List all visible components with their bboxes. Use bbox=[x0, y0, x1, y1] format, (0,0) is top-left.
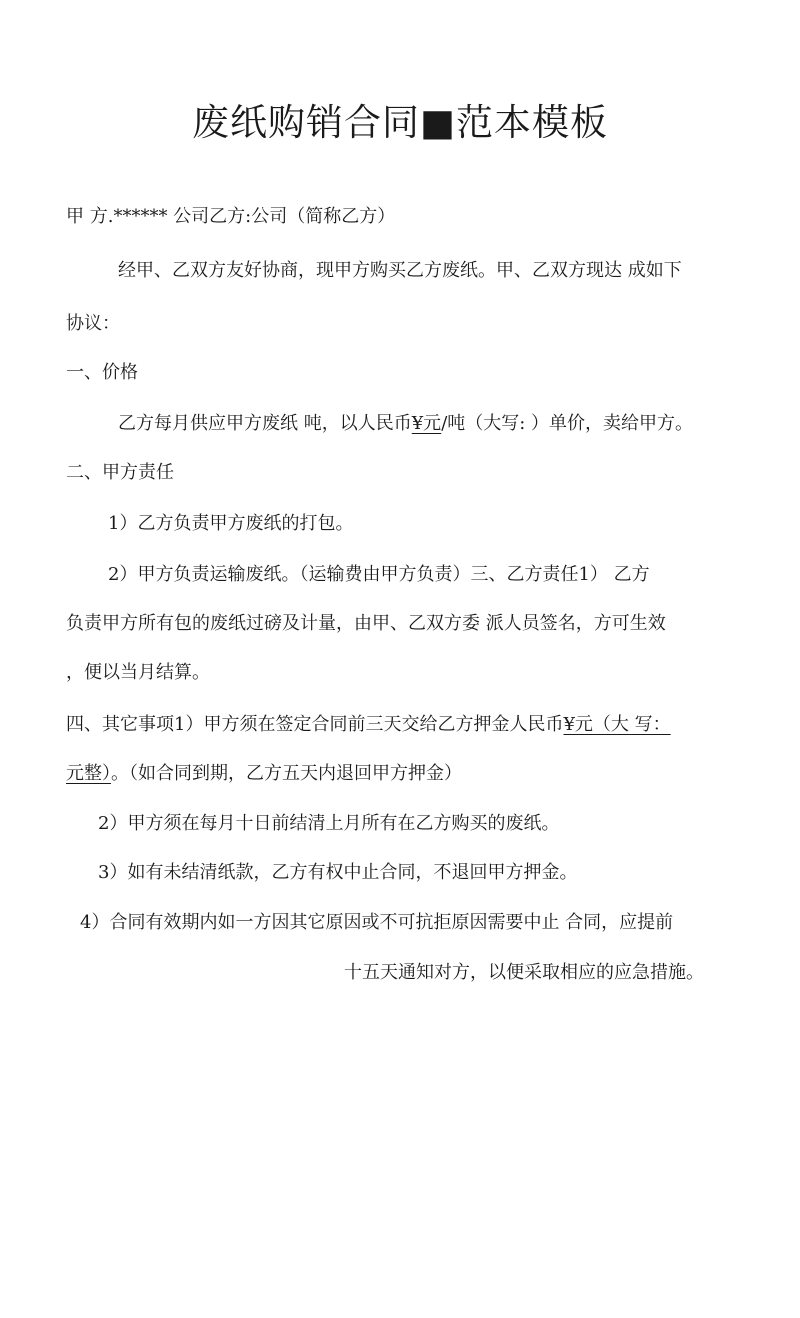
clause-4-4-cont: 十五天通知对方，以便采取相应的应急措施。 bbox=[344, 962, 704, 983]
intro-line-2: 协议： bbox=[66, 313, 120, 334]
clause-2-2: 2）甲方负责运输废纸。（运输费由甲方负责）三、乙方责任1） 乙方 bbox=[108, 564, 650, 585]
section-other-line-2 bbox=[66, 761, 462, 787]
section-party-a-heading: 二、甲方责任 bbox=[66, 462, 174, 483]
price-clause-text: 乙方每月供应甲方废纸 吨，以人民币 bbox=[118, 413, 412, 434]
clause-4-2: 2）甲方须在每月十日前结清上月所有在乙方购买的废纸。 bbox=[98, 813, 560, 834]
section-other-line bbox=[66, 712, 671, 738]
price-clause bbox=[118, 411, 693, 437]
section-price-heading: 一、价格 bbox=[66, 362, 138, 383]
section-other-text: 四、其它事项1）甲方须在签定合同前三天交给乙方押金人民币 bbox=[66, 714, 564, 735]
clause-3-cont-2: ，便以当月结算。 bbox=[66, 662, 210, 683]
document-title: 废纸购销合同■范本模板 bbox=[192, 101, 608, 144]
clause-3-cont-1: 负责甲方所有包的废纸过磅及计量，由甲、乙双方委 派人员签名，方可生效 bbox=[66, 613, 666, 634]
parties-line: 甲 方.****** 公司乙方:公司（简称乙方） bbox=[66, 206, 396, 227]
deposit-note: 。（如合同到期，乙方五天内退回甲方押金） bbox=[111, 763, 462, 784]
clause-4-4: 4）合同有效期内如一方因其它原因或不可抗拒原因需要中止 合同，应提前 bbox=[80, 912, 674, 933]
price-clause-tail: /吨（大写: ）单价，卖给甲方。 bbox=[441, 413, 694, 434]
clause-2-1: 1）乙方负责甲方废纸的打包。 bbox=[108, 513, 354, 534]
clause-4-3: 3）如有未结清纸款，乙方有权中止合同，不退回甲方押金。 bbox=[98, 862, 578, 883]
deposit-underlined-2: 元整） bbox=[66, 763, 111, 784]
deposit-underlined: ¥元（大 写： bbox=[563, 714, 671, 735]
intro-line-1: 经甲、乙双方友好协商，现甲方购买乙方废纸。甲、乙双方现达 成如下 bbox=[118, 260, 682, 281]
price-underlined: ¥元 bbox=[411, 413, 442, 434]
